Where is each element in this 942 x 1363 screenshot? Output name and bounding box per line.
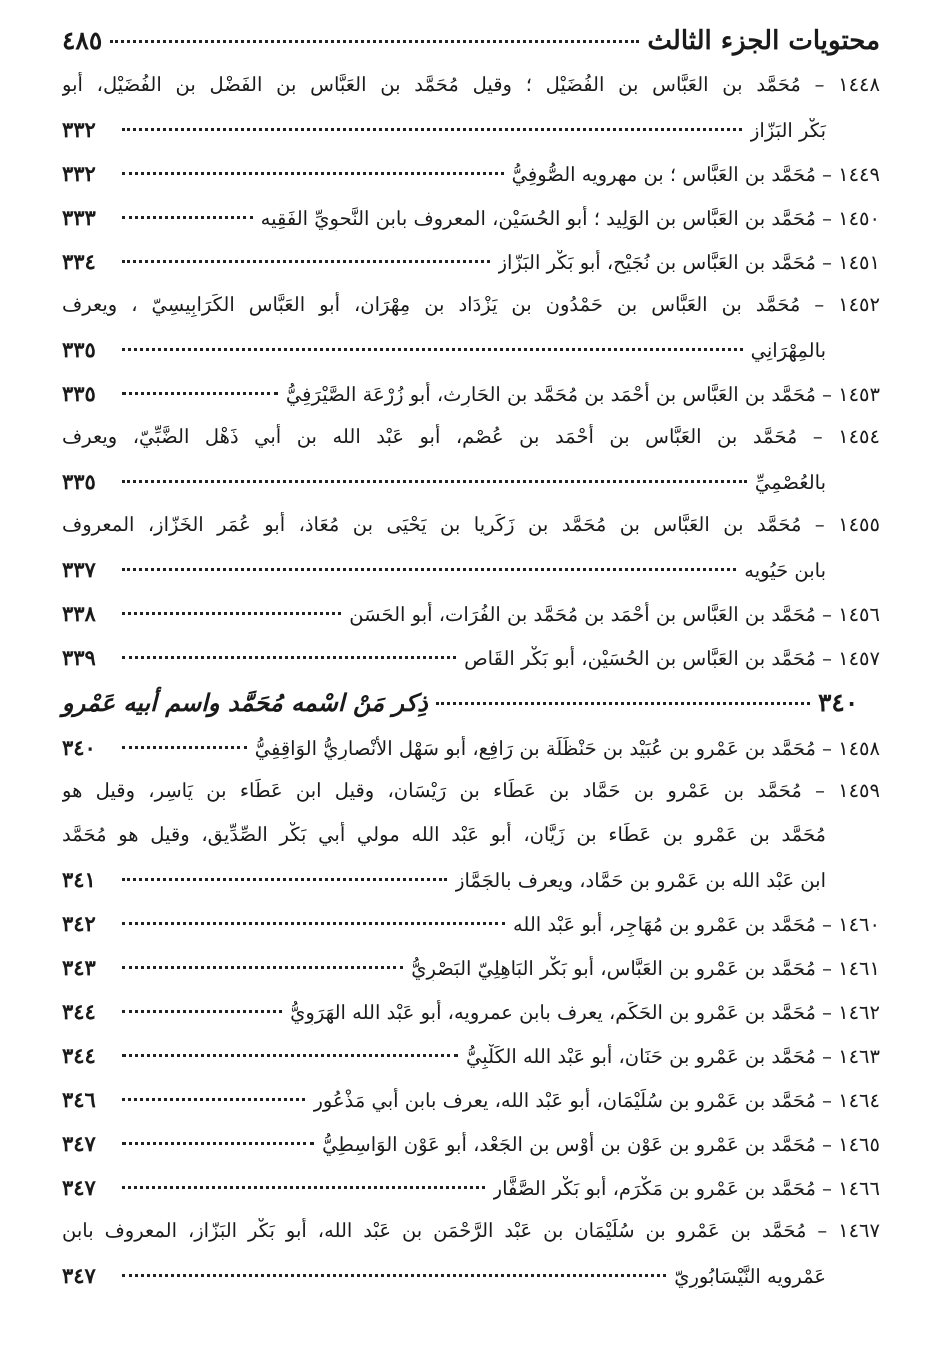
toc-entry-line <box>62 1216 880 1260</box>
toc-entry-line <box>62 908 880 952</box>
dot-leader <box>122 1010 282 1013</box>
dot-leader <box>122 1098 305 1101</box>
toc-entry <box>62 1172 880 1216</box>
toc-entry-line <box>62 598 880 642</box>
entry-text: ١٤٦٢ – مُحَمَّد بن عَمْرو بن الحَكَم، يعرف بابن عمرويه، أبو عَبْد الله الهَرَوِيُّ <box>290 1001 880 1024</box>
entry-text: بَكْر البَزّاز <box>750 119 826 142</box>
toc-entry-line <box>62 864 880 908</box>
entry-page-number: ٣٣٢ <box>62 161 96 186</box>
entry-text: ١٤٦٧ – مُحَمَّد بن عَمْرو بن سُلَيْمَان بن عَبْد الرَّحْمَن بن عَبْد الله، أبو بَكْر البَزّاز، المعروف بابن <box>62 1219 880 1242</box>
entry-text: ١٤٦٦ – مُحَمَّد بن عَمْرو بن مَكْرَم، أبو بَكْر الصَّفَّار <box>492 1177 880 1200</box>
dot-leader <box>122 922 505 925</box>
toc-entry <box>62 158 880 202</box>
toc-entry-line <box>62 334 880 378</box>
toc-entry-line <box>62 290 880 334</box>
toc-entry <box>62 290 880 378</box>
toc-entry-line <box>62 1040 880 1084</box>
entry-text: بالعُصْمِيِّ <box>754 471 826 494</box>
toc-entry <box>62 776 880 908</box>
dot-leader <box>122 1054 458 1057</box>
entry-page-number: ٣٤٧ <box>62 1175 96 1200</box>
entry-text: ١٤٥٣ – مُحَمَّد بن العَبَّاس بن أَحْمَد بن مُحَمَّد بن الحَارِث، أبو زُرْعَة الصَّيْرَفِيُّ <box>285 383 880 406</box>
dot-leader <box>122 480 747 483</box>
toc-entry-line <box>62 820 880 864</box>
entry-text: ١٤٥٦ – مُحَمَّد بن العَبَّاس بن أَحْمَد بن مُحَمَّد بن الفُرَات، أبو الحَسَن <box>349 603 880 626</box>
toc-entry-line <box>62 776 880 820</box>
toc-entry-line <box>62 70 880 114</box>
toc-entry <box>62 1040 880 1084</box>
toc-entry-line <box>62 1172 880 1216</box>
dot-leader <box>122 568 736 571</box>
entry-page-number: ٣٤٦ <box>62 1087 96 1112</box>
toc-entry <box>62 70 880 158</box>
toc-entry <box>62 598 880 642</box>
toc-entry <box>62 732 880 776</box>
toc-entries-second <box>62 732 880 1304</box>
section-title: ذِكر مَنْ اسْمه مُحَمَّد واسم أبيه عَمْرو <box>62 688 428 717</box>
toc-entry <box>62 952 880 996</box>
entry-text: ١٤٥٧ – مُحَمَّد بن العَبَّاس بن الحُسَيْن، أبو بَكْر القَاص <box>464 647 880 670</box>
entry-page-number: ٣٤٧ <box>62 1131 96 1156</box>
entry-page-number: ٣٣٨ <box>62 601 96 626</box>
toc-entry <box>62 642 880 686</box>
entry-text: ١٤٤٨ – مُحَمَّد بن العَبَّاس بن الفُضَيْل ؛ وقيل مُحَمَّد بن العَبَّاس بن الفَضْل بن الفُضَيْل، أبو <box>62 73 880 96</box>
dot-leader <box>436 702 810 705</box>
entry-text: ١٤٥١ – مُحَمَّد بن العَبَّاس بن نُجَيْح، أبو بَكْر البَزّاز <box>497 251 880 274</box>
toc-entry <box>62 1128 880 1172</box>
dot-leader <box>122 966 403 969</box>
toc-entry-line <box>62 1128 880 1172</box>
toc-entry-line <box>62 114 880 158</box>
toc-entry-line <box>62 732 880 776</box>
dot-leader <box>122 1186 485 1189</box>
toc-entry <box>62 908 880 952</box>
entry-text: عَمْرويه النَّيْسَابُورِيّ <box>674 1265 826 1288</box>
toc-entry <box>62 1084 880 1128</box>
section-page-number: ٣٤٠ <box>818 688 859 717</box>
entry-page-number: ٣٤٣ <box>62 955 96 980</box>
toc-entry-line <box>62 422 880 466</box>
toc-entry-line <box>62 378 880 422</box>
toc-entry <box>62 378 880 422</box>
dot-leader <box>122 656 456 659</box>
dot-leader <box>122 746 247 749</box>
entry-text: بابن حَيُويه <box>744 559 826 582</box>
entry-text: بالمِهْرَانِي <box>750 339 826 362</box>
dot-leader <box>122 878 447 881</box>
dot-leader <box>122 216 253 219</box>
entry-page-number: ٣٤٧ <box>62 1263 96 1288</box>
toc-entry <box>62 246 880 290</box>
page-title: محتويات الجزء الثالث <box>647 26 880 56</box>
toc-entry <box>62 202 880 246</box>
dot-leader <box>122 1274 666 1277</box>
toc-entry-line <box>62 510 880 554</box>
entry-text: ١٤٥٢ – مُحَمَّد بن العَبَّاس بن حَمْدُون بن يَزْدَاد بن مِهْرَان، أبو العَبَّاس الكَرَابِيسِيّ ، ويعرف <box>62 293 880 316</box>
entry-text: ١٤٦٥ – مُحَمَّد بن عَمْرو بن عَوْن بن أَوْس بن الجَعْد، أبو عَوْن الوَاسِطِيُّ <box>322 1133 880 1156</box>
toc-entry <box>62 422 880 510</box>
entry-page-number: ٣٣٥ <box>62 469 96 494</box>
toc-entry-line <box>62 246 880 290</box>
toc-entry-line <box>62 952 880 996</box>
entry-page-number: ٣٣٩ <box>62 645 96 670</box>
toc-entry-line <box>62 554 880 598</box>
entry-text: ١٤٦٣ – مُحَمَّد بن عَمْرو بن حَنَان، أبو عَبْد الله الكَلْبِيُّ <box>466 1045 880 1068</box>
entry-page-number: ٣٤٢ <box>62 911 96 936</box>
toc-entry-line <box>62 1084 880 1128</box>
dot-leader <box>122 1142 314 1145</box>
entry-text: ١٤٥٠ – مُحَمَّد بن العَبَّاس بن الوَلِيد ؛ أبو الحُسَيْن، المعروف بابن النَّحوِيِّ الفَقِيه <box>260 207 880 230</box>
entry-text: ١٤٥٤ – مُحَمَّد بن العَبَّاس بن أَحْمَد بن عُصْم، أبو عَبْد الله بن أبي ذَهْل الضَّبِّيّ، ويعرف <box>62 425 880 448</box>
entry-text: ١٤٦٤ – مُحَمَّد بن عَمْرو بن سُلَيْمَان، أبو عَبْد الله، يعرف بابن أبي مَذْعُور <box>313 1089 880 1112</box>
dot-leader <box>122 348 743 351</box>
dot-leader <box>110 40 639 43</box>
entry-page-number: ٣٣٤ <box>62 249 96 274</box>
dot-leader <box>122 260 490 263</box>
entry-page-number: ٣٣٢ <box>62 117 96 142</box>
toc-entry <box>62 510 880 598</box>
toc-entry-line <box>62 996 880 1040</box>
toc-entry-line <box>62 202 880 246</box>
page-number: ٤٨٥ <box>62 26 103 55</box>
entry-page-number: ٣٣٧ <box>62 557 96 582</box>
dot-leader <box>122 172 504 175</box>
entry-text: مُحَمَّد بن عَمْرو بن عَطَاء بن زَيَّان، أبو عَبْد الله مولي أبي بَكْر الصِّدِّيق، وقيل هو مُحَمَّد <box>62 823 826 846</box>
entry-text: ١٤٥٨ – مُحَمَّد بن عَمْرو بن عُبَيْد بن حَنْظَلَة بن رَافِع، أبو سَهْل الأَنْصارِيُّ الوَاقِفِيُّ <box>254 737 880 760</box>
entry-page-number: ٣٤٠ <box>62 735 96 760</box>
toc-entry-line <box>62 642 880 686</box>
toc-entry-line <box>62 466 880 510</box>
entry-page-number: ٣٤٤ <box>62 999 96 1024</box>
toc-entry-line <box>62 1260 880 1304</box>
entry-page-number: ٣٤١ <box>62 867 96 892</box>
entry-text: ١٤٥٥ – مُحَمَّد بن العَبَّاس بن مُحَمَّد بن زَكَريا بن يَحْيَى بن مُعَاذ، أبو عُمَر الخَزّاز، المعروف <box>62 513 880 536</box>
toc-entry-line <box>62 158 880 202</box>
toc-entry <box>62 1216 880 1304</box>
toc-entries-first <box>62 70 880 686</box>
entry-page-number: ٣٣٥ <box>62 381 96 406</box>
page-header <box>62 26 880 70</box>
section-heading <box>62 686 880 732</box>
entry-text: ١٤٦١ – مُحَمَّد بن عَمْرو بن العَبَّاس، أبو بَكْر البَاهِلِيّ البَصْرِيُّ <box>411 957 880 980</box>
entry-page-number: ٣٣٣ <box>62 205 96 230</box>
entry-text: ١٤٦٠ – مُحَمَّد بن عَمْرو بن مُهَاجِر، أبو عَبْد الله <box>512 913 880 936</box>
dot-leader <box>122 612 341 615</box>
entry-page-number: ٣٣٥ <box>62 337 96 362</box>
dot-leader <box>122 392 278 395</box>
entry-text: ابن عَبْد الله بن عَمْرو بن حَمَّاد، ويعرف بالجَمَّاز <box>455 869 826 892</box>
entry-text: ١٤٥٩ – مُحَمَّد بن عَمْرو بن حَمَّاد بن عَطَاء بن رَيْسَان، وقيل ابن عَطَاء بن يَاسِر، وقيل هو <box>62 779 880 802</box>
entry-text: ١٤٤٩ – مُحَمَّد بن العَبَّاس ؛ بن مهرويه الصُّوفِيُّ <box>511 163 880 186</box>
entry-page-number: ٣٤٤ <box>62 1043 96 1068</box>
toc-entry <box>62 996 880 1040</box>
dot-leader <box>122 128 742 131</box>
